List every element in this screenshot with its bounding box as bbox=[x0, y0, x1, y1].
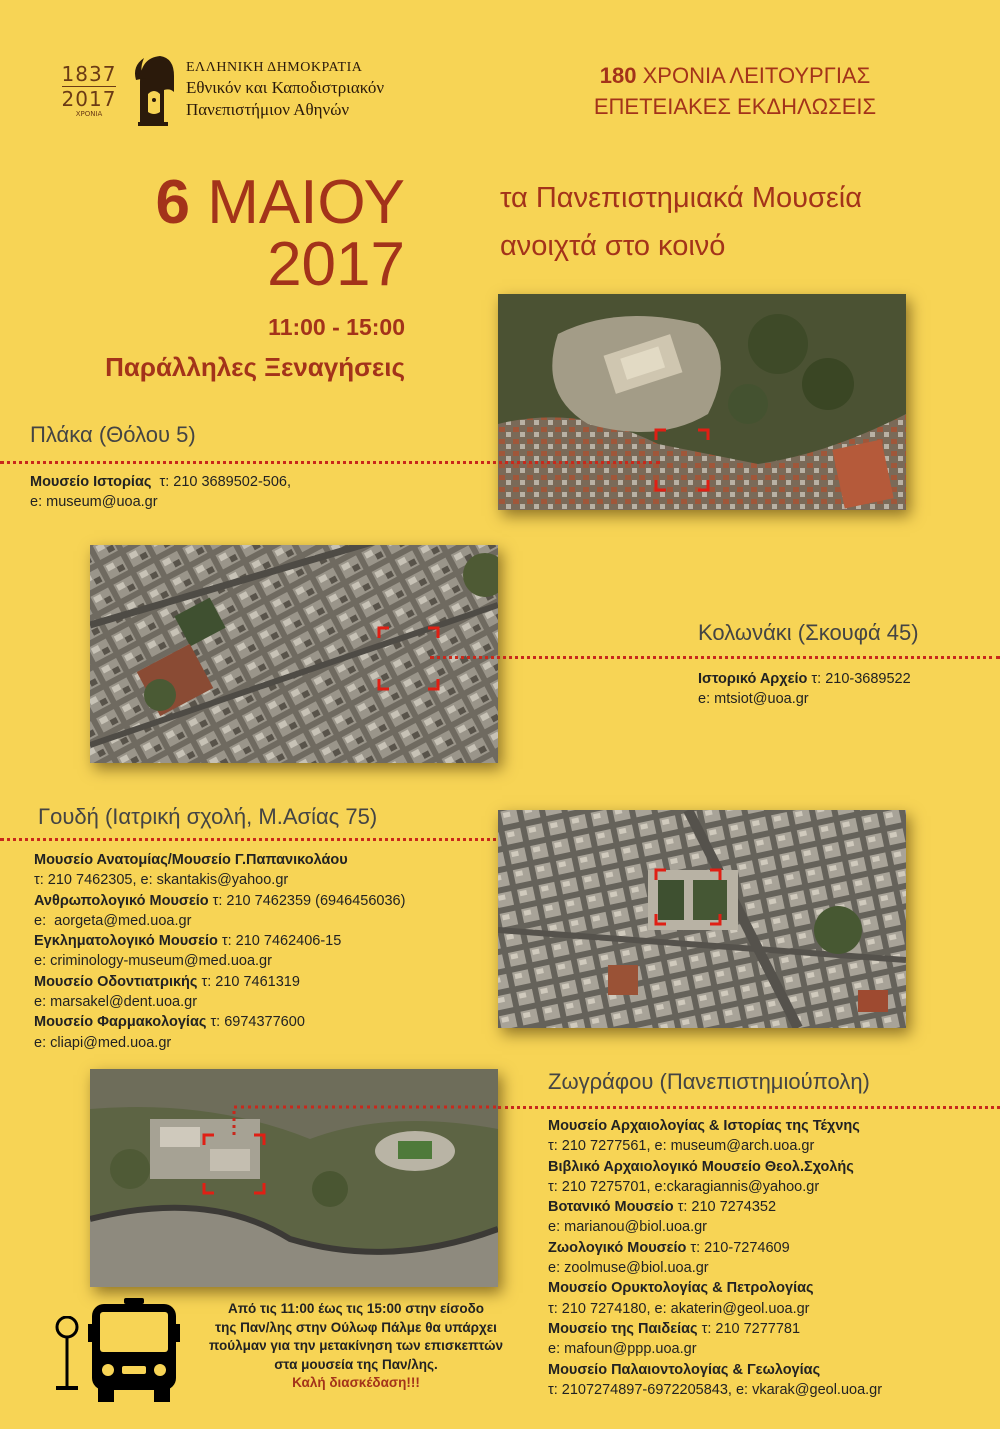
event-hours: 11:00 - 15:00 bbox=[268, 314, 405, 340]
subtitle-line-1: τα Πανεπιστημιακά Μουσεία bbox=[500, 182, 863, 214]
republic-label: ΕΛΛΗΝΙΚΗ ΔΗΜΟΚΡΑΤΙΑ bbox=[186, 60, 363, 75]
info-line bbox=[548, 1380, 882, 1400]
anniversary-line-2: ΕΠΕΤΕΙΑΚΕΣ ΕΚΔΗΛΩΣΕΙΣ bbox=[593, 94, 877, 119]
museum-contact: e: marsakel@dent.uoa.gr bbox=[34, 994, 198, 1011]
dotted-line-kolonaki bbox=[430, 656, 1000, 659]
bus-notice bbox=[186, 1300, 526, 1393]
university-line-1: Εθνικόν και Καποδιστριακόν bbox=[186, 78, 385, 97]
location-title-plaka: Πλάκα (Θόλου 5) bbox=[30, 422, 196, 447]
info-line bbox=[34, 1033, 405, 1053]
museum-contact: τ: 210 7275701, e:ckaragiannis@yahoo.gr bbox=[548, 1178, 820, 1195]
museum-name: Μουσείο Οδοντιατρικής bbox=[34, 973, 198, 990]
aerial-photo-zografou bbox=[90, 1069, 498, 1287]
info-line bbox=[548, 1136, 882, 1156]
info-kolonaki bbox=[698, 669, 911, 710]
logo-year-top: 1837 bbox=[61, 62, 117, 86]
museum-name: Ιστορικό Αρχείο bbox=[698, 671, 808, 687]
info-line bbox=[548, 1299, 882, 1319]
info-line bbox=[548, 1360, 882, 1380]
museum-phone: τ: 210 3689502-506, bbox=[159, 474, 291, 490]
anniversary-text: ΧΡΟΝΙΑ ΛΕΙΤΟΥΡΓΙΑΣ bbox=[642, 63, 871, 88]
bus-line-2: της Παν/λης στην Ούλωφ Πάλμε θα υπάρχει bbox=[215, 1319, 497, 1335]
info-line bbox=[548, 1157, 882, 1177]
museum-name: Ανθρωπολογικό Μουσείο bbox=[34, 892, 209, 909]
info-line bbox=[34, 891, 405, 911]
logo-year-bottom: 2017 bbox=[61, 87, 117, 111]
museum-contact: τ: 210-7274609 bbox=[686, 1239, 790, 1256]
museum-contact: τ: 210 7462305, e: skantakis@yahoo.gr bbox=[34, 872, 289, 889]
dotted-line-plaka bbox=[0, 461, 660, 464]
info-line bbox=[548, 1319, 882, 1339]
info-line bbox=[548, 1258, 882, 1278]
info-plaka bbox=[30, 472, 291, 513]
info-line bbox=[34, 951, 405, 971]
location-title-goudi: Γουδή (Ιατρική σχολή, Μ.Ασίας 75) bbox=[38, 804, 378, 829]
museum-contact: τ: 210 7277781 bbox=[697, 1320, 801, 1337]
event-date bbox=[140, 170, 405, 236]
info-line bbox=[548, 1197, 882, 1217]
location-title-kolonaki: Κολωνάκι (Σκουφά 45) bbox=[698, 620, 919, 645]
aerial-photo-kolonaki bbox=[90, 545, 498, 763]
location-title-zografou: Ζωγράφου (Πανεπιστημιούπολη) bbox=[548, 1069, 870, 1094]
museum-name: Εγκληματολογικό Μουσείο bbox=[34, 933, 218, 950]
bus-stop-sign-icon bbox=[52, 1316, 82, 1394]
info-zografou bbox=[548, 1116, 882, 1400]
bus-line-3: πούλμαν για την μετακίνηση των επισκεπτών bbox=[209, 1338, 503, 1353]
museum-contact: τ: 210 7462406-15 bbox=[217, 933, 342, 950]
museum-phone: τ: 210-3689522 bbox=[811, 671, 911, 687]
museum-contact: e: zoolmuse@biol.uoa.gr bbox=[548, 1260, 709, 1277]
museum-name: Μουσείο της Παιδείας bbox=[548, 1320, 698, 1337]
bus-icon bbox=[88, 1298, 180, 1402]
museum-contact: τ: 210 7274352 bbox=[673, 1199, 777, 1216]
subtitle-line-2: ανοιχτά στο κοινό bbox=[500, 230, 726, 262]
info-line bbox=[548, 1238, 882, 1258]
info-line bbox=[548, 1177, 882, 1197]
info-line bbox=[548, 1116, 882, 1136]
museum-contact: e: cliapi@med.uoa.gr bbox=[34, 1034, 172, 1051]
info-line bbox=[34, 1012, 405, 1032]
info-goudi bbox=[34, 850, 405, 1053]
museum-name: Βιβλικό Αρχαιολογικό Μουσείο Θεολ.Σχολής bbox=[548, 1158, 854, 1175]
museum-name: Ζωολογικό Μουσείο bbox=[548, 1239, 687, 1256]
museum-name: Μουσείο Παλαιοντολογίας & Γεωλογίας bbox=[548, 1361, 821, 1378]
info-line bbox=[34, 850, 405, 870]
bus-line-1: Από τις 11:00 έως τις 15:00 στην είσοδο bbox=[227, 1301, 485, 1316]
event-day: 6 bbox=[155, 168, 190, 237]
museum-contact: τ: 6974377600 bbox=[206, 1014, 305, 1031]
info-line bbox=[548, 1278, 882, 1298]
museum-name: Βοτανικό Μουσείο bbox=[548, 1199, 674, 1216]
aerial-photo-plaka bbox=[498, 294, 906, 510]
museum-contact: τ: 210 7274180, e: akaterin@geol.uoa.gr bbox=[548, 1300, 810, 1317]
info-line bbox=[548, 1339, 882, 1359]
museum-contact: e: mafoun@ppp.uoa.gr bbox=[548, 1341, 697, 1358]
info-line bbox=[34, 931, 405, 951]
dotted-line-zografou bbox=[498, 1106, 1000, 1109]
museum-email: e: museum@uoa.gr bbox=[30, 494, 158, 511]
museum-contact: τ: 210 7461319 bbox=[197, 973, 300, 990]
bus-closing: Καλή διασκέδαση!!! bbox=[292, 1375, 420, 1390]
museum-email: e: mtsiot@uoa.gr bbox=[698, 691, 809, 708]
museum-name: Μουσείο Αρχαιολογίας & Ιστορίας της Τέχνης bbox=[548, 1118, 860, 1134]
event-subtitle bbox=[500, 174, 980, 270]
logo-years-word: ΧΡΟΝΙΑ bbox=[75, 110, 103, 118]
info-line bbox=[34, 911, 405, 931]
helmet-emblem-icon bbox=[130, 52, 178, 130]
museum-contact: τ: 210 7277561, e: museum@arch.uoa.gr bbox=[548, 1138, 815, 1155]
aerial-photo-goudi bbox=[498, 810, 906, 1028]
museum-contact: τ: 210 7462359 (6946456036) bbox=[208, 892, 406, 909]
anniversary-heading bbox=[520, 60, 950, 122]
anniversary-number: 180 bbox=[599, 63, 637, 88]
info-line bbox=[34, 992, 405, 1012]
info-line bbox=[34, 870, 405, 890]
museum-name: Μουσείο Ιστορίας bbox=[30, 474, 152, 490]
museum-contact: e: marianou@biol.uoa.gr bbox=[548, 1219, 708, 1236]
university-name bbox=[186, 60, 384, 120]
event-tours: Παράλληλες Ξεναγήσεις bbox=[105, 352, 405, 382]
museum-name: Μουσείο Φαρμακολογίας bbox=[34, 1014, 207, 1031]
event-year: 2017 bbox=[267, 230, 405, 299]
info-line bbox=[548, 1217, 882, 1237]
logo-years bbox=[58, 64, 120, 118]
info-line bbox=[34, 972, 405, 992]
museum-contact: e: aorgeta@med.uoa.gr bbox=[34, 912, 192, 929]
bus-line-4: στα μουσεία της Παν/λης. bbox=[274, 1356, 438, 1372]
museum-contact: τ: 2107274897-6972205843, e: vkarak@geol.uoa.gr bbox=[548, 1381, 883, 1398]
museum-contact: e: criminology-museum@med.uoa.gr bbox=[34, 953, 272, 970]
university-line-2: Πανεπιστήμιον Αθηνών bbox=[186, 100, 350, 119]
museum-name: Μουσείο Ορυκτολογίας & Πετρολογίας bbox=[548, 1280, 814, 1297]
event-month: ΜΑΙΟΥ bbox=[207, 168, 405, 237]
museum-name: Μουσείο Ανατομίας/Μουσείο Γ.Παπανικολάου bbox=[34, 852, 348, 868]
